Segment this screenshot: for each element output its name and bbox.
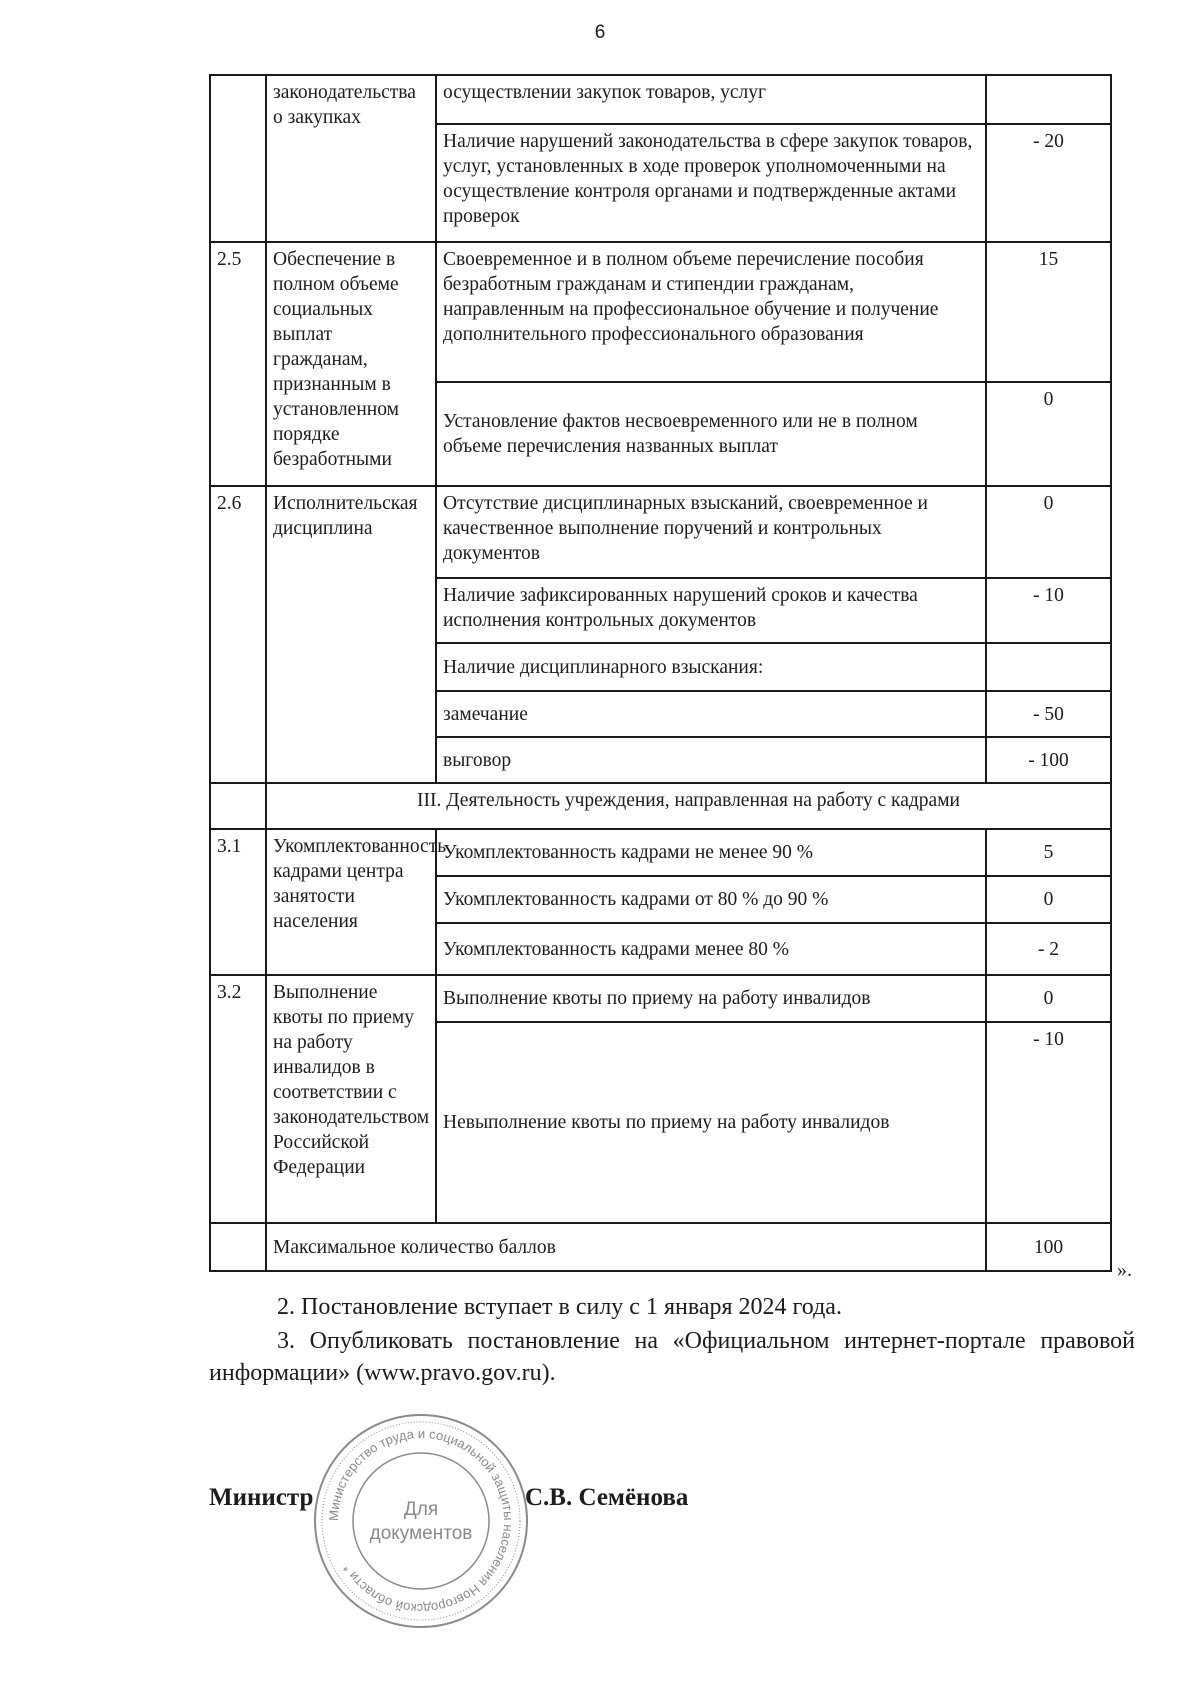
row-number (210, 783, 266, 829)
indicator-name: законодательства о закупках (266, 75, 436, 242)
criterion-text: Наличие нарушений законодательства в сфере закупок товаров, услуг, установленных в ходе проверок уполномоченными на осуществление контроля органами и подтвержденные актами проверок (436, 124, 986, 242)
score-value: 0 (986, 486, 1111, 578)
criterion-text: замечание (436, 691, 986, 737)
row-number (210, 1223, 266, 1271)
row-number: 2.5 (210, 242, 266, 486)
table-row (210, 975, 1111, 1022)
indicator-name: Выполнение квоты по приему на работу инвалидов в соответствии с законодательством Российской Федерации (266, 975, 436, 1223)
stamp-ring-text: Министерство труда и социальной защиты населения Новгородской области * (325, 1425, 517, 1617)
paragraph-publication: 3. Опубликовать постановление на «Официальном интернет-портале правовой информации» (www.pravo.gov.ru). (209, 1328, 1135, 1386)
criterion-text: Наличие зафиксированных нарушений сроков и качества исполнения контрольных документов (436, 578, 986, 643)
indicator-name: Укомплектованность кадрами центра занятости населения (266, 829, 436, 975)
official-stamp (312, 1412, 530, 1630)
section-row (210, 783, 1111, 829)
score-value (986, 75, 1111, 124)
signature-name: С.В. Семёнова (525, 1484, 689, 1511)
score-value: - 2 (986, 923, 1111, 975)
page-number: 6 (594, 22, 606, 43)
table-row (210, 829, 1111, 876)
signature-title: Министр (209, 1484, 314, 1511)
total-label: Максимальное количество баллов (266, 1223, 986, 1271)
criterion-text: Невыполнение квоты по приему на работу инвалидов (436, 1022, 986, 1223)
criterion-text: Выполнение квоты по приему на работу инвалидов (436, 975, 986, 1022)
total-score: 100 (986, 1223, 1111, 1271)
criterion-text: Наличие дисциплинарного взыскания: (436, 643, 986, 691)
score-value (986, 643, 1111, 691)
criterion-text: Своевременное и в полном объеме перечисление пособия безработным гражданам и стипендии гражданам, направленным на профессиональное обучение и получение дополнительного профессионального образования (436, 242, 986, 382)
row-number: 3.2 (210, 975, 266, 1223)
criterion-text: Отсутствие дисциплинарных взысканий, своевременное и качественное выполнение поручений и контрольных документов (436, 486, 986, 578)
stamp-outer-ring (315, 1415, 527, 1627)
closing-quote: ». (1117, 1259, 1132, 1281)
table-row (210, 242, 1111, 382)
table-row (210, 486, 1111, 578)
row-number (210, 75, 266, 242)
criterion-text: выговор (436, 737, 986, 783)
indicator-name: Исполнительская дисциплина (266, 486, 436, 783)
score-value: 0 (986, 876, 1111, 923)
section-heading: III. Деятельность учреждения, направленная на работу с кадрами (266, 783, 1111, 829)
score-value: - 50 (986, 691, 1111, 737)
total-row (210, 1223, 1111, 1271)
criterion-text: Укомплектованность кадрами менее 80 % (436, 923, 986, 975)
criterion-text: Установление фактов несвоевременного или не в полном объеме перечисления названных выплат (436, 382, 986, 486)
score-value: - 100 (986, 737, 1111, 783)
stamp-inner-ring (322, 1422, 520, 1620)
stamp-center-line1: Для (403, 1499, 439, 1520)
score-value: - 20 (986, 124, 1111, 242)
score-value: 5 (986, 829, 1111, 876)
score-value: - 10 (986, 1022, 1111, 1223)
table-row (210, 75, 1111, 124)
indicator-name: Обеспечение в полном объеме социальных выплат гражданам, признанным в установленном порядке безработными (266, 242, 436, 486)
row-number: 2.6 (210, 486, 266, 783)
stamp-center-line2: документов (369, 1523, 473, 1544)
score-value: 15 (986, 242, 1111, 382)
stamp-center-ring (353, 1453, 489, 1589)
criterion-text: Укомплектованность кадрами от 80 % до 90 % (436, 876, 986, 923)
score-value: - 10 (986, 578, 1111, 643)
criteria-table (209, 74, 1112, 1272)
score-value: 0 (986, 975, 1111, 1022)
score-value: 0 (986, 382, 1111, 486)
criterion-text: Укомплектованность кадрами не менее 90 % (436, 829, 986, 876)
criterion-text: осуществлении закупок товаров, услуг (436, 75, 986, 124)
row-number: 3.1 (210, 829, 266, 975)
paragraph-effective-date: 2. Постановление вступает в силу с 1 января 2024 года. (277, 1294, 842, 1320)
